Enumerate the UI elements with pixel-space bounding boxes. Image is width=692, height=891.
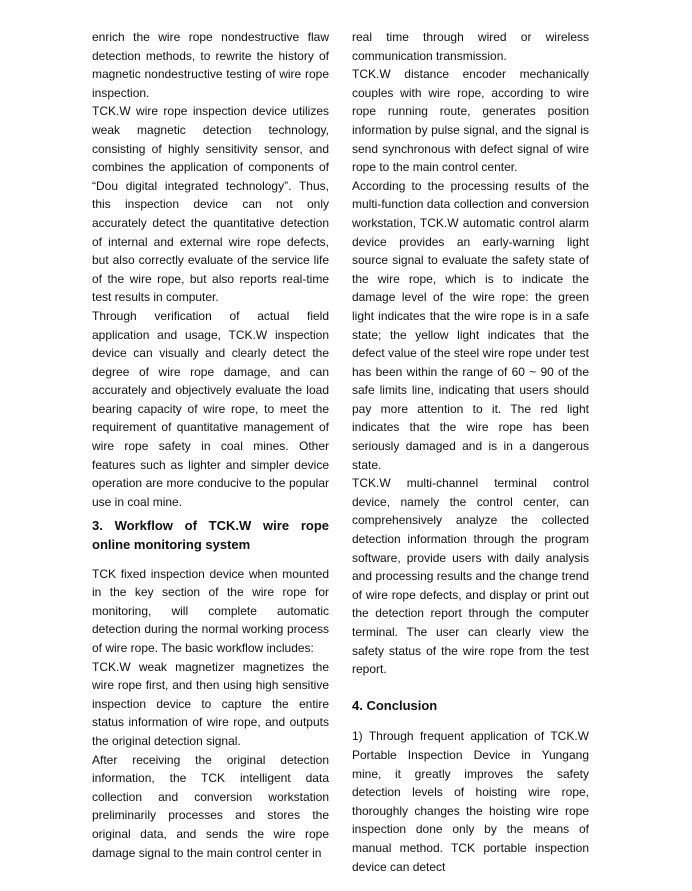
paragraph-field-verification: Through verification of actual field application and usage, TCK.W inspection device can visually and clearly detect the degree of wire rope damage, and can accurately and objectively evaluate the load bearing capacity of wire rope, to meet the requirement of quantitative management of wire rope safety in coal mines. Other features such as lighter and simpler device operation are more conducive to the popular use in coal mine. bbox=[92, 308, 329, 509]
section-heading-workflow: 3. Workflow of TCK.W wire rope online monitoring system bbox=[92, 518, 329, 553]
paragraph-weak-magnetizer: TCK.W weak magnetizer magnetizes the wire rope first, and then using high sensitive inspection device to capture the entire status information of wire rope, and outputs the original detection signal. bbox=[92, 659, 329, 748]
paragraph-conclusion-1: 1) Through frequent application of TCK.W Portable Inspection Device in Yungang mine, it greatly improves the safety detection levels of hoisting wire rope, thoroughly changes the hoisting wire rope inspection done only by the means of manual method. TCK portable inspection device can detect bbox=[352, 729, 589, 874]
right-column bbox=[352, 28, 589, 876]
paragraph-distance-encoder: TCK.W distance encoder mechanically couples with wire rope, according to wire rope running route, generates position information by pulse signal, and the signal is send synchronous with defect signal of wire rope to the main control center. bbox=[352, 67, 589, 175]
paragraph-alarm-device: According to the processing results of the multi-function data collection and conversion workstation, TCK.W automatic control alarm device provides an early-warning light source signal to evaluate the safety state of the wire rope, which is to indicate the damage level of the wire rope: the green light indicates that the wire rope is in a safe state; the yellow light indicates that the defect value of the steel wire rope under test has been within the range of 60 ~ 90 of the safe limits line, indicating that users should pay more attention to it. The red light indicates that the wire rope has been seriously damaged and is in a dangerous state. bbox=[352, 178, 589, 472]
paragraph-transmission: real time through wired or wireless communication transmission. bbox=[352, 30, 589, 63]
paragraph-fixed-device: TCK fixed inspection device when mounted in the key section of the wire rope for monitoring, will complete automatic detection during the normal working process of wire rope. The basic workflow includes: bbox=[92, 566, 329, 655]
paragraph-data-workstation: After receiving the original detection information, the TCK intelligent data collection and conversion workstation preliminarily processes and stores the original data, and sends the wire rope damage signal to the main control center in bbox=[92, 752, 329, 860]
section-heading-conclusion: 4. Conclusion bbox=[352, 697, 438, 713]
paragraph-control-center: TCK.W multi-channel terminal control device, namely the control center, can comprehensively analyze the collected detection information through the program software, provide users with daily analysis and processing results and the change trend of wire rope defects, and display or print out the detection report through the computer terminal. The user can clearly view the safety status of the wire rope from the test report. bbox=[352, 476, 589, 677]
paragraph-intro-continued: enrich the wire rope nondestructive flaw detection methods, to rewrite the history of magnetic nondestructive testing of wire rope inspection. bbox=[92, 30, 329, 100]
paragraph-device-technology: TCK.W wire rope inspection device utilizes weak magnetic detection technology, consisting of highly sensitivity sensor, and combines the application of components of “Dou digital integrated technology”. Thus, this inspection device can not only accurately detect the quantitative detection of internal and external wire rope defects, but also correctly evaluate of the service life of the wire rope, but also reports real-time test results in computer. bbox=[92, 104, 329, 305]
left-column bbox=[92, 28, 329, 862]
